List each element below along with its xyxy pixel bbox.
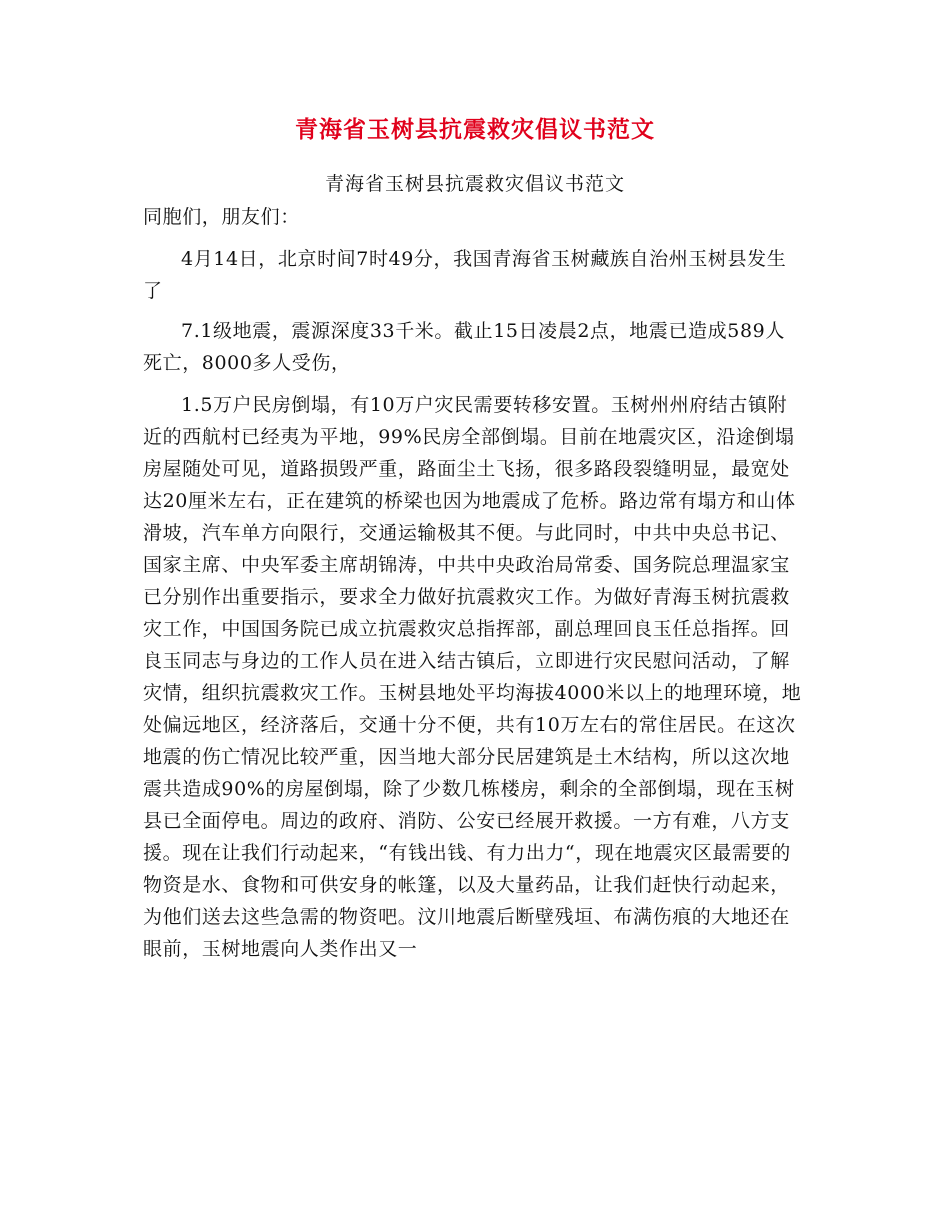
paragraph-text: 4月14日，北京时间7时49分，我国青海省玉树藏族自治州玉树县发生了 (143, 248, 787, 302)
paragraph-2 (143, 315, 803, 379)
paragraph-3 (143, 389, 803, 965)
document-title: 青海省玉树县抗震救灾倡议书范文 (295, 116, 655, 143)
paragraph-text: 1.5万户民房倒塌，有10万户灾民需要转移安置。玉树州州府结古镇附近的西航村已经夷为平地，99%民房全部倒塌。目前在地震灾区，沿途倒塌房屋随处可见，道路损毁严重，路面尘土飞扬，很多路段裂缝明显，最宽处达20厘米左右，正在建筑的桥梁也因为地震成了危桥。路边常有塌方和山体滑坡，汽车单方向限行，交通运输极其不便。与此同时，中共中央总书记、国家主席、中央军委主席胡锦涛，中共中央政治局常委、国务院总理温家宝已分别作出重要指示，要求全力做好抗震救灾工作。为做好青海玉树抗震救灾工作，中国国务院已成立抗震救灾总指挥部，副总理回良玉任总指挥。回良玉同志与身边的工作人员在进入结古镇后，立即进行灾民慰问活动，了解灾情，组织抗震救灾工作。玉树县地处平均海拔4000米以上的地理环境，地处偏远地区，经济落后，交通十分不便，共有10万左右的常住居民。在这次地震的伤亡情况比较严重，因当地大部分民居建筑是土木结构，所以这次地震共造成90%的房屋倒塌，除了少数几栋楼房，剩余的全部倒塌，现在玉树县已全面停电。周边的政府、消防、公安已经展开救援。一方有难，八方支援。现在让我们行动起来，“有钱出钱、有力出力“，现在地震灾区最需要的物资是水、食物和可供安身的帐篷，以及大量药品，让我们赶快行动起来，为他们送去这些急需的物资吧。汶川地震后断壁残垣、布满伤痕的大地还在眼前，玉树地震向人类作出又一 (143, 394, 802, 960)
paragraph-1 (143, 243, 803, 307)
paragraph-text: 7.1级地震，震源深度33千米。截止15日凌晨2点，地震已造成589人死亡，8000多人受伤， (143, 320, 785, 374)
document-subtitle: 青海省玉树县抗震救灾倡议书范文 (324, 173, 625, 195)
salutation: 同胞们，朋友们： (143, 206, 300, 228)
